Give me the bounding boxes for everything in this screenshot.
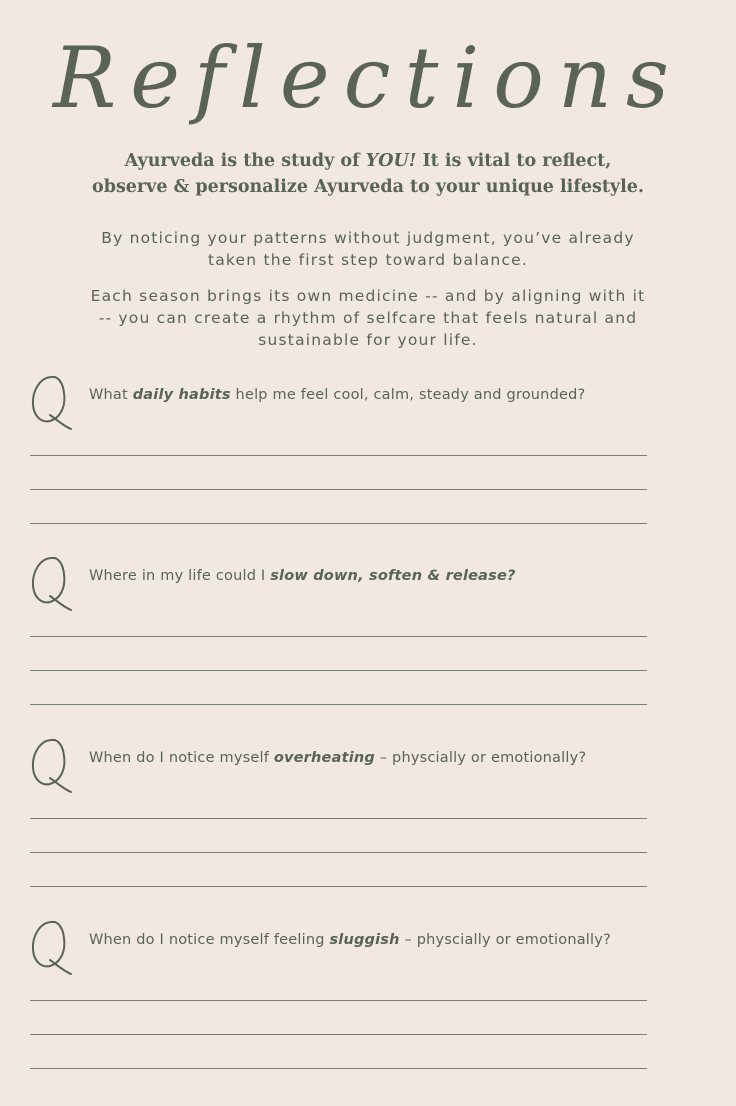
- paragraph-season: Each season brings its own medicine -- and by aligning with it -- you can create a rhythm of selfcare that feels natural and sustainable for your life.: [90, 287, 646, 349]
- answer-line[interactable]: [30, 704, 647, 705]
- question-text: When do I notice myself feeling sluggish – physcially or emotionally?: [89, 932, 611, 948]
- script-letter-q-icon: [28, 371, 76, 433]
- intro-line-1: Ayurveda is the study of YOU! It is vital to reflect,: [124, 151, 612, 171]
- page-title: Reflections: [52, 29, 684, 127]
- answer-line[interactable]: [30, 818, 647, 819]
- script-letter-q-icon: [28, 734, 76, 796]
- question-text: What daily habits help me feel cool, calm, steady and grounded?: [89, 387, 586, 403]
- answer-line[interactable]: [30, 670, 647, 671]
- script-letter-q-icon: [28, 916, 76, 978]
- answer-line[interactable]: [30, 523, 647, 524]
- intro-line-2: observe & personalize Ayurveda to your unique lifestyle.: [92, 177, 644, 197]
- script-letter-q-icon: [28, 552, 76, 614]
- answer-line[interactable]: [30, 886, 647, 887]
- answer-line[interactable]: [30, 489, 647, 490]
- intro-statement: [40, 148, 696, 200]
- answer-line[interactable]: [30, 1068, 647, 1069]
- answer-line[interactable]: [30, 852, 647, 853]
- answer-line[interactable]: [30, 455, 647, 456]
- question-text: When do I notice myself overheating – physcially or emotionally?: [89, 750, 587, 766]
- answer-line[interactable]: [30, 1000, 647, 1001]
- question-text: Where in my life could I slow down, soften & release?: [89, 568, 516, 584]
- answer-line[interactable]: [30, 1034, 647, 1035]
- paragraph-patterns: By noticing your patterns without judgment, you’ve already taken the first step toward balance.: [101, 229, 635, 269]
- answer-line[interactable]: [30, 636, 647, 637]
